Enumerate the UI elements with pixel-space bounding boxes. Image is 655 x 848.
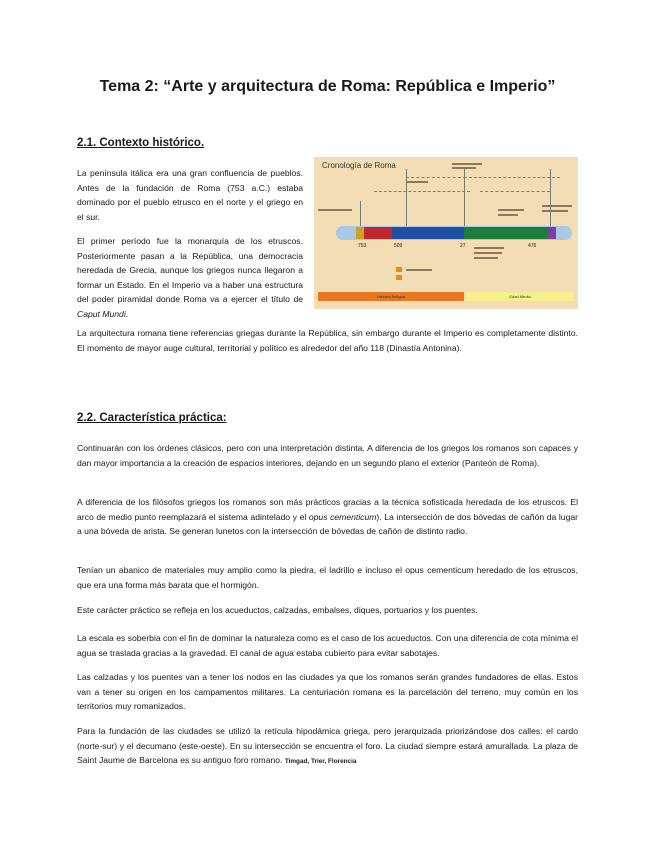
page-title: Tema 2: “Arte y arquitectura de Roma: República e Imperio” [99,78,556,95]
timeline-segment-monarquia [364,227,392,239]
marker-line [406,169,407,231]
paragraph [77,495,578,539]
section-heading-contexto: 2.1. Contexto histórico. [77,137,205,149]
emphasis-text: Caput Mundi [77,308,126,319]
era-bar-edad-media: Edad Media [466,292,574,301]
republic-span-arrow [406,177,466,178]
marker-line [550,169,551,231]
figure-title: Cronología de Roma [322,161,396,170]
timeline-segment-late [548,227,556,239]
year-label: 27 [460,243,466,249]
paragraph: La península itálica era una gran confluencia de pueblos. Antes de la fundación de Roma (753 a.C.) estaba dominado por el pueblo etrusco en el norte y el griego en el sur. [77,168,303,222]
paragraph: La arquitectura romana tiene referencias griegas durante la República, sin embargo durante el Imperio es completamente distinto. El momento de mayor auge cultural, territorial y político es alrededor del año 118 (Dinastía Antonina). [77,328,578,353]
figure-note-line [474,252,502,254]
figure-note-line [474,257,498,259]
legend-marker [396,267,402,272]
figure-note-line [474,247,504,249]
year-label: 753 [358,243,367,249]
figure-note-line [318,209,352,211]
section-heading-caracteristica: 2.2. Característica práctica: [77,412,227,424]
paragraph-text: A diferencia de los filósofos griegos los romanos son más prácticos gracias a la técnica sofisticada heredada de los etruscos. El arco de medio punto reemplazará el sistema adintelado y el [77,497,578,522]
figure-note-line [406,181,428,183]
paragraph: Tenían un abanico de materiales muy amplio como la piedra, el ladrillo e incluso el opus cementicum heredado de los etruscos, que era una forma más barata que el hormigón. [77,565,578,590]
figure-note-line [452,163,482,165]
chronology-figure [314,157,578,309]
paragraph [77,234,303,322]
paragraph-text: . [125,308,129,319]
period-span-arrow [480,191,550,192]
year-label: 476 [528,243,537,249]
paragraph-text: ). La intersección de dos bóvedas de cañón da lugar a una bóveda de arista. Se generan lunetos con la intersección de bóvedas de cañón de distinto radio. [77,511,578,537]
year-label: 509 [394,243,403,249]
figure-note-line [406,269,432,271]
timeline-segment-imperio [464,227,548,239]
paragraph: La escala es soberbia con el fin de dominar la naturaleza como es el caso de los acueductos. Con una diferencia de cota mínima el agua se traslada gracias a la gravedad. El canal de agua estaba cubierto para evitar sabotajes. [77,633,578,658]
era-bar-historia-antigua: Historia Antigua [318,292,464,301]
paragraph-text: Para la fundación de las ciudades se utilizó la retícula hipodámica griega, pero jerarquizada priorizándose dos calles: el cardo (norte-sur) y el decumano (este-oeste). En su intersección se encuentra el foro. La ciudad siempre estará amurallada. La plaza de Saint Jaume de Barcelona es su antiguo foro romano. [77,726,578,766]
figure-note-line [542,210,568,212]
paragraph: Este carácter práctico se refleja en los acueductos, calzadas, embalses, diques, portuarios y los puentes. [77,605,478,615]
paragraph-text: El primer período fue la monarquía de los etruscos. Posteriormente pasan a la República, una democracia heredada de Grecia, aunque los griegos nunca llegaron a formar un Estado. En el Imperio va a haber una estructura del poder piramidal donde Roma va a ejercer el título de [77,236,303,305]
paragraph: Continuarán con los órdenes clásicos, pero con una interpretación distinta. A diferencia de los griegos los romanos son capaces y dan mayor importancia a la creación de espacios interiores, dejando en un segundo plano el exterior (Panteón de Roma). [77,443,578,468]
empire-span-arrow [464,177,560,178]
figure-note-line [498,209,524,211]
figure-note-line [542,205,572,207]
marker-line [464,169,465,231]
timeline-segment-early [356,227,364,239]
figure-note-line [498,214,518,216]
emphasis-text: opus cementicum [308,511,377,522]
legend-marker [396,275,402,280]
paragraph: Las calzadas y los puentes van a tener los nodos en las ciudades ya que los romanos serán grandes fundadores de ellas. Estos van a tener su origen en los campamentos militares. La centuriación romana es la parcelación del terreno, muy común en los territorios muy romanizados. [77,672,578,712]
period-span-arrow [374,191,470,192]
paragraph [77,724,578,770]
small-note: Timgad, Trier, Florencia [284,758,357,766]
timeline-segment-republica [392,227,464,239]
